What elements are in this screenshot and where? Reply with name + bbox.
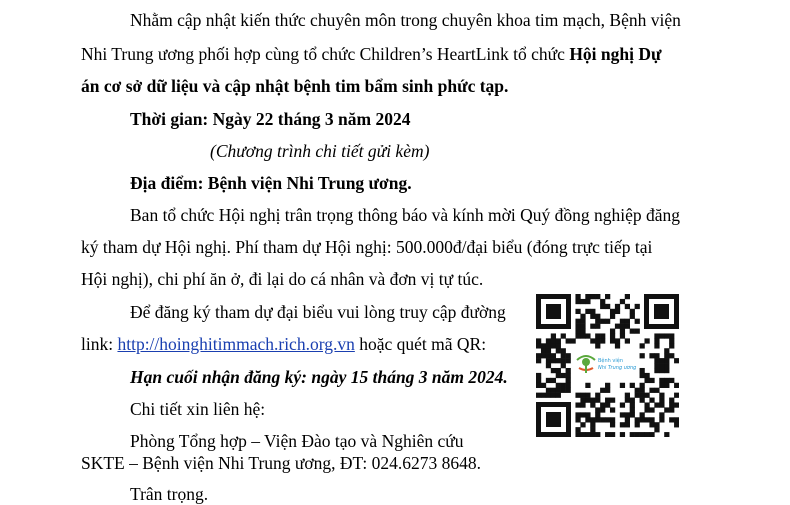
qr-module	[580, 402, 585, 407]
intro-line-1: Nhằm cập nhật kiến thức chuyên môn trong chuyên khoa tim mạch, Bệnh viện	[130, 10, 681, 30]
qr-module	[620, 422, 625, 427]
qr-module	[600, 338, 605, 343]
qr-module	[674, 383, 679, 388]
qr-module	[610, 417, 615, 422]
qr-module	[580, 329, 585, 334]
qr-module	[605, 304, 610, 309]
qr-module	[654, 427, 659, 432]
qr-module	[585, 333, 590, 338]
qr-module	[590, 402, 595, 407]
qr-module	[541, 343, 546, 348]
qr-module	[640, 417, 645, 422]
qr-module	[635, 422, 640, 427]
qr-module	[669, 353, 674, 358]
qr-module	[575, 329, 580, 334]
qr-module	[561, 353, 566, 358]
qr-module	[546, 353, 551, 358]
qr-module	[561, 333, 566, 338]
qr-module	[575, 324, 580, 329]
qr-module	[644, 417, 649, 422]
qr-module	[620, 324, 625, 329]
qr-module	[620, 402, 625, 407]
qr-module	[630, 412, 635, 417]
qr-module	[590, 432, 595, 437]
qr-module	[585, 417, 590, 422]
qr-module	[605, 294, 610, 299]
qr-module	[605, 398, 610, 403]
qr-module	[556, 358, 561, 363]
qr-module	[630, 402, 635, 407]
qr-module	[615, 343, 620, 348]
qr-module	[669, 333, 674, 338]
qr-module	[566, 373, 571, 378]
qr-module	[664, 353, 669, 358]
qr-module	[556, 393, 561, 398]
qr-module	[635, 329, 640, 334]
invite-line-1: Ban tổ chức Hội nghị trân trọng thông báo và kính mời Quý đồng nghiệp đăng	[130, 205, 680, 225]
qr-module	[610, 407, 615, 412]
qr-module	[615, 309, 620, 314]
qr-module	[664, 407, 669, 412]
intro-line-2	[81, 43, 706, 65]
qr-module	[580, 319, 585, 324]
qr-module	[674, 402, 679, 407]
qr-module	[625, 393, 630, 398]
qr-module	[566, 358, 571, 363]
qr-module	[590, 398, 595, 403]
qr-module	[669, 417, 674, 422]
qr-module	[625, 324, 630, 329]
qr-module	[630, 407, 635, 412]
qr-module	[590, 309, 595, 314]
qr-module	[536, 358, 541, 363]
qr-module	[669, 338, 674, 343]
qr-module	[580, 299, 585, 304]
qr-module	[620, 432, 625, 437]
qr-module	[654, 343, 659, 348]
qr-module	[640, 353, 645, 358]
qr-module	[625, 338, 630, 343]
qr-module	[585, 412, 590, 417]
qr-module	[659, 398, 664, 403]
qr-module	[536, 343, 541, 348]
qr-module	[600, 388, 605, 393]
qr-module	[640, 432, 645, 437]
qr-module	[640, 398, 645, 403]
qr-module	[561, 388, 566, 393]
qr-module	[605, 417, 610, 422]
qr-module	[654, 422, 659, 427]
qr-module	[546, 338, 551, 343]
qr-module	[585, 393, 590, 398]
qr-module	[575, 402, 580, 407]
qr-module	[640, 368, 645, 373]
qr-module	[610, 314, 615, 319]
qr-module	[635, 393, 640, 398]
event-venue: Địa điểm: Bệnh viện Nhi Trung ương.	[130, 173, 412, 193]
qr-module	[590, 324, 595, 329]
qr-module	[566, 383, 571, 388]
qr-module	[635, 304, 640, 309]
qr-module	[649, 398, 654, 403]
qr-module	[635, 432, 640, 437]
qr-module	[580, 422, 585, 427]
qr-module	[580, 393, 585, 398]
qr-module	[595, 294, 600, 299]
qr-module	[635, 388, 640, 393]
qr-module	[595, 412, 600, 417]
qr-module	[654, 333, 659, 338]
qr-module	[625, 422, 630, 427]
qr-module	[536, 378, 541, 383]
qr-module	[620, 329, 625, 334]
qr-module	[625, 417, 630, 422]
qr-module	[630, 314, 635, 319]
qr-module	[551, 353, 556, 358]
qr-module	[649, 417, 654, 422]
qr-module	[590, 417, 595, 422]
qr-module	[669, 343, 674, 348]
closing: Trân trọng.	[130, 484, 209, 504]
qr-module	[556, 338, 561, 343]
qr-module	[580, 398, 585, 403]
qr-module	[575, 432, 580, 437]
qr-module	[674, 417, 679, 422]
qr-module	[659, 417, 664, 422]
qr-module	[640, 343, 645, 348]
qr-module	[546, 343, 551, 348]
qr-module	[615, 338, 620, 343]
qr-module	[536, 373, 541, 378]
qr-module	[640, 383, 645, 388]
qr-module	[659, 363, 664, 368]
qr-module	[610, 422, 615, 427]
qr-module	[575, 417, 580, 422]
qr-module	[605, 402, 610, 407]
qr-module	[669, 407, 674, 412]
qr-module	[571, 338, 576, 343]
qr-module	[580, 432, 585, 437]
qr-module	[659, 368, 664, 373]
qr-module	[546, 388, 551, 393]
qr-module	[556, 348, 561, 353]
qr-module	[580, 324, 585, 329]
registration-link[interactable]: http://hoinghitimmach.rich.org.vn	[117, 334, 355, 354]
qr-module	[644, 407, 649, 412]
qr-module	[649, 378, 654, 383]
qr-module	[674, 358, 679, 363]
qr-module	[546, 358, 551, 363]
qr-module	[600, 402, 605, 407]
qr-module	[640, 412, 645, 417]
qr-module	[546, 363, 551, 368]
qr-module	[620, 333, 625, 338]
qr-module	[659, 393, 664, 398]
qr-module	[595, 398, 600, 403]
qr-module	[551, 393, 556, 398]
qr-module	[551, 333, 556, 338]
qr-module	[541, 353, 546, 358]
qr-module	[546, 348, 551, 353]
qr-module	[566, 353, 571, 358]
qr-module	[664, 368, 669, 373]
qr-module	[620, 299, 625, 304]
qr-module	[669, 398, 674, 403]
qr-module	[551, 338, 556, 343]
qr-module	[615, 324, 620, 329]
qr-module	[551, 388, 556, 393]
qr-module	[566, 378, 571, 383]
qr-module	[620, 319, 625, 324]
qr-module	[566, 388, 571, 393]
qr-module	[561, 358, 566, 363]
qr-module	[556, 388, 561, 393]
qr-module	[551, 358, 556, 363]
contact-line-2: SKTE – Bệnh viện Nhi Trung ương, ĐT: 024.6273 8648.	[81, 453, 481, 473]
qr-module	[605, 388, 610, 393]
qr-module	[644, 378, 649, 383]
qr-module	[654, 368, 659, 373]
qr-module	[644, 373, 649, 378]
qr-module	[664, 333, 669, 338]
qr-module	[659, 412, 664, 417]
qr-module	[610, 338, 615, 343]
qr-module	[654, 388, 659, 393]
qr-module	[600, 407, 605, 412]
qr-module	[585, 309, 590, 314]
qr-module	[575, 299, 580, 304]
qr-module	[580, 333, 585, 338]
qr-module	[556, 343, 561, 348]
qr-module	[649, 432, 654, 437]
qr-module	[585, 294, 590, 299]
register-link-suffix: hoặc quét mã QR:	[354, 334, 487, 354]
qr-module	[625, 319, 630, 324]
qr-module	[664, 358, 669, 363]
qr-module	[649, 353, 654, 358]
conference-name-part-2: án cơ sở dữ liệu và cập nhật bệnh tim bẩm sinh phức tạp.	[81, 76, 509, 96]
qr-module	[664, 348, 669, 353]
qr-module	[649, 422, 654, 427]
qr-module	[546, 378, 551, 383]
qr-module	[630, 383, 635, 388]
qr-module	[659, 358, 664, 363]
qr-module	[551, 343, 556, 348]
qr-module	[541, 393, 546, 398]
qr-module	[600, 333, 605, 338]
qr-module	[669, 378, 674, 383]
qr-module	[575, 427, 580, 432]
qr-module	[630, 309, 635, 314]
contact-intro: Chi tiết xin liên hệ:	[130, 399, 266, 419]
invite-line-3: Hội nghị), chi phí ăn ở, đi lại do cá nhân và đơn vị tự túc.	[81, 269, 484, 289]
qr-finder-top-right	[644, 294, 679, 329]
qr-module	[580, 314, 585, 319]
qr-module	[654, 402, 659, 407]
qr-module	[561, 348, 566, 353]
qr-module	[644, 393, 649, 398]
qr-module	[590, 314, 595, 319]
qr-module	[654, 358, 659, 363]
qr-module	[659, 333, 664, 338]
qr-module	[556, 383, 561, 388]
qr-module	[620, 383, 625, 388]
qr-module	[635, 319, 640, 324]
qr-module	[551, 378, 556, 383]
qr-module	[575, 309, 580, 314]
qr-module	[595, 324, 600, 329]
qr-module	[625, 398, 630, 403]
qr-module	[561, 373, 566, 378]
qr-module	[546, 393, 551, 398]
invite-line-2: ký tham dự Hội nghị. Phí tham dự Hội nghị: 500.000đ/đại biểu (đóng trực tiếp tại	[81, 237, 653, 257]
qr-module	[610, 432, 615, 437]
qr-module	[595, 417, 600, 422]
qr-module	[630, 329, 635, 334]
qr-module	[600, 299, 605, 304]
intro-line-2-text: Nhi Trung ương phối hợp cùng tổ chức Children’s HeartLink tổ chức	[81, 44, 570, 64]
qr-module	[575, 319, 580, 324]
qr-module	[541, 383, 546, 388]
qr-module	[566, 368, 571, 373]
qr-module	[600, 417, 605, 422]
qr-module	[635, 417, 640, 422]
qr-module	[674, 393, 679, 398]
qr-logo-line-2: Nhi Trung ương	[598, 365, 637, 371]
registration-deadline: Hạn cuối nhận đăng ký: ngày 15 tháng 3 năm 2024.	[130, 367, 508, 387]
registration-qr-code[interactable]	[536, 294, 679, 437]
qr-module	[610, 329, 615, 334]
qr-module	[664, 432, 669, 437]
qr-module	[654, 338, 659, 343]
qr-finder-bottom-left	[536, 402, 571, 437]
qr-module	[625, 294, 630, 299]
qr-module	[541, 348, 546, 353]
qr-code-graphic	[536, 294, 679, 437]
qr-module	[615, 304, 620, 309]
qr-module	[595, 314, 600, 319]
qr-module	[536, 353, 541, 358]
qr-module	[536, 338, 541, 343]
qr-module	[649, 388, 654, 393]
register-link-prefix: link:	[81, 334, 118, 354]
qr-finder-top-left	[536, 294, 571, 329]
register-line-2	[81, 333, 486, 355]
qr-module	[536, 393, 541, 398]
qr-module	[605, 319, 610, 324]
qr-module	[575, 333, 580, 338]
qr-module	[625, 304, 630, 309]
qr-module	[536, 383, 541, 388]
qr-module	[595, 343, 600, 348]
qr-module	[669, 402, 674, 407]
qr-module	[585, 299, 590, 304]
qr-module	[664, 383, 669, 388]
qr-module	[610, 309, 615, 314]
qr-module	[566, 338, 571, 343]
qr-module	[610, 398, 615, 403]
qr-module	[556, 373, 561, 378]
qr-module	[664, 378, 669, 383]
qr-module	[674, 422, 679, 427]
contact-line-1: Phòng Tổng hợp – Viện Đào tạo và Nghiên cứu	[130, 431, 464, 451]
qr-module	[595, 333, 600, 338]
qr-module	[575, 294, 580, 299]
qr-module	[595, 338, 600, 343]
qr-module	[630, 432, 635, 437]
qr-module	[610, 333, 615, 338]
register-line-1: Để đăng ký tham dự đại biểu vui lòng truy cập đường	[130, 302, 506, 322]
qr-module	[640, 393, 645, 398]
qr-module	[649, 407, 654, 412]
qr-module	[561, 383, 566, 388]
qr-module	[620, 412, 625, 417]
qr-module	[659, 402, 664, 407]
qr-module	[640, 388, 645, 393]
qr-module	[590, 422, 595, 427]
qr-module	[585, 383, 590, 388]
qr-module	[644, 402, 649, 407]
qr-module	[590, 338, 595, 343]
qr-module	[600, 319, 605, 324]
qr-module	[551, 368, 556, 373]
event-time: Thời gian: Ngày 22 tháng 3 năm 2024	[130, 109, 411, 129]
qr-module	[659, 378, 664, 383]
qr-module	[556, 368, 561, 373]
qr-module	[644, 338, 649, 343]
qr-module	[575, 393, 580, 398]
qr-module	[590, 294, 595, 299]
qr-module	[595, 319, 600, 324]
conference-name-part-1: Hội nghị Dự	[569, 44, 662, 64]
qr-module	[585, 398, 590, 403]
qr-logo-line-1: Bệnh viện	[598, 358, 624, 364]
qr-module	[600, 304, 605, 309]
qr-center-logo	[572, 352, 638, 378]
qr-module	[561, 363, 566, 368]
program-note: (Chương trình chi tiết gửi kèm)	[210, 141, 430, 161]
qr-module	[575, 412, 580, 417]
qr-module	[654, 353, 659, 358]
qr-module	[630, 398, 635, 403]
qr-module	[664, 363, 669, 368]
qr-module	[625, 412, 630, 417]
qr-module	[659, 383, 664, 388]
qr-module	[644, 432, 649, 437]
qr-module	[595, 407, 600, 412]
qr-module	[605, 383, 610, 388]
qr-module	[595, 432, 600, 437]
qr-module	[585, 432, 590, 437]
qr-module	[605, 432, 610, 437]
qr-module	[654, 363, 659, 368]
qr-module	[590, 427, 595, 432]
qr-module	[595, 393, 600, 398]
qr-module	[640, 373, 645, 378]
qr-module	[580, 412, 585, 417]
